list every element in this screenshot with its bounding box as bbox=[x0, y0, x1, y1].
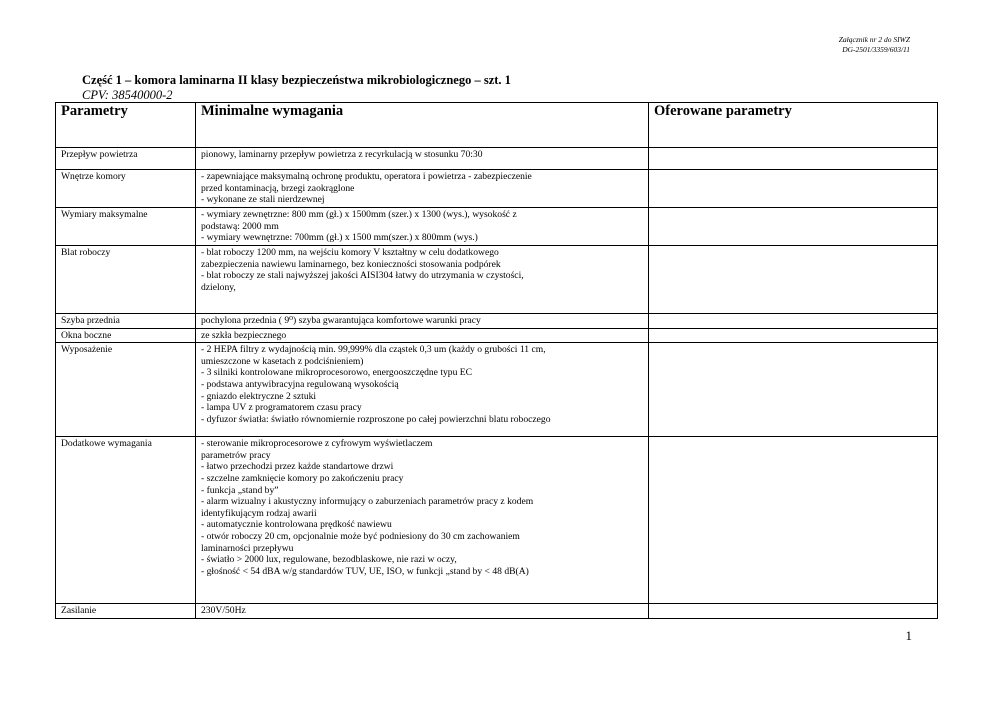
requirement-line: - funkcja „stand by” bbox=[201, 484, 279, 496]
requirement-line: - gniazdo elektryczne 2 sztuki bbox=[201, 390, 317, 402]
offered-parameter-cell[interactable] bbox=[649, 148, 938, 170]
parameter-name: Przepływ powietrza bbox=[56, 148, 196, 170]
requirement-line: - blat roboczy ze stali najwyższej jakości AISI304 łatwy do utrzymania w czystości, bbox=[201, 270, 524, 282]
requirement-line: - światło > 2000 lux, regulowane, bezodblaskowe, nie razi w oczy, bbox=[201, 554, 457, 566]
offered-parameter-cell[interactable] bbox=[649, 170, 938, 208]
requirement-line: - wymiary wewnętrzne: 700mm (gł.) x 1500 mm(szer.) x 800mm (wys.) bbox=[201, 232, 478, 244]
requirement-cell bbox=[196, 314, 649, 329]
requirement-line: przed kontaminacją, brzegi zaokrąglone bbox=[201, 182, 355, 194]
requirement-line: - 2 HEPA filtry z wydajnością min. 99,999% dla cząstek 0,3 um (każdy o grubości 11 cm, bbox=[201, 344, 546, 356]
offered-parameter-cell[interactable] bbox=[649, 246, 938, 314]
specification-table bbox=[55, 102, 938, 619]
offered-parameter-cell[interactable] bbox=[649, 604, 938, 619]
document-title: Część 1 – komora laminarna II klasy bezpieczeństwa mikrobiologicznego – szt. 1 bbox=[82, 73, 511, 87]
table-row bbox=[56, 328, 938, 343]
requirement-line: - lampa UV z programatorem czasu pracy bbox=[201, 402, 362, 414]
column-header-parameters: Parametry bbox=[56, 103, 196, 148]
requirement-line: identyfikującym rodzaj awarii bbox=[201, 507, 317, 519]
requirement-cell bbox=[196, 343, 649, 437]
requirement-line: - alarm wizualny i akustyczny informujący o zaburzeniach parametrów pracy z kodem bbox=[201, 496, 534, 508]
requirement-line: - automatycznie kontrolowana prędkość nawiewu bbox=[201, 519, 392, 531]
page-number: 1 bbox=[905, 628, 912, 643]
requirement-cell bbox=[196, 246, 649, 314]
requirement-line: - podstawa antywibracyjna regulowaną wysokością bbox=[201, 378, 399, 390]
requirement-line: - wykonane ze stali nierdzewnej bbox=[201, 194, 325, 206]
cpv-code: CPV: 38540000-2 bbox=[82, 88, 173, 102]
offered-parameter-cell[interactable] bbox=[649, 314, 938, 329]
column-header-requirements: Minimalne wymagania bbox=[196, 103, 649, 148]
requirement-line: pochylona przednia ( 9⁰) szyba gwarantująca komfortowe warunki pracy bbox=[201, 315, 481, 326]
table-row bbox=[56, 437, 938, 604]
requirement-cell bbox=[196, 208, 649, 246]
requirement-cell bbox=[196, 604, 649, 619]
requirement-line: umieszczone w kasetach z podciśnieniem) bbox=[201, 355, 364, 367]
parameter-name: Wyposażenie bbox=[56, 343, 196, 437]
requirement-line: dzielony, bbox=[201, 281, 236, 293]
requirement-cell bbox=[196, 328, 649, 343]
requirement-line: - dyfuzor światła: światło równomiernie rozproszone po całej powierzchni blatu roboczego bbox=[201, 413, 551, 425]
requirement-line: pionowy, laminarny przepływ powietrza z recyrkulacją w stosunku 70:30 bbox=[201, 149, 483, 160]
requirement-line: - 3 silniki kontrolowane mikroprocesorowo, energooszczędne typu EC bbox=[201, 367, 473, 379]
column-header-offered: Oferowane parametry bbox=[649, 103, 938, 148]
table-row bbox=[56, 148, 938, 170]
table-row bbox=[56, 343, 938, 437]
requirement-line: zabezpieczenia nawiewu laminarnego, bez konieczności stosowania podpórek bbox=[201, 258, 501, 270]
parameter-name: Zasilanie bbox=[56, 604, 196, 619]
table-row bbox=[56, 604, 938, 619]
requirement-line: - głośność < 54 dBA w/g standardów TUV, UE, ISO, w funkcji „stand by < 48 dB(A) bbox=[201, 565, 529, 577]
requirement-line: - wymiary zewnętrzne: 800 mm (gł.) x 1500mm (szer.) x 1300 (wys.), wysokość z bbox=[201, 209, 517, 220]
offered-parameter-cell[interactable] bbox=[649, 343, 938, 437]
parameter-name: Wnętrze komory bbox=[56, 170, 196, 208]
table-row bbox=[56, 246, 938, 314]
annex-line-2: DG-2501/3359/603/11 bbox=[842, 45, 910, 54]
offered-parameter-cell[interactable] bbox=[649, 208, 938, 246]
offered-parameter-cell[interactable] bbox=[649, 328, 938, 343]
offered-parameter-cell[interactable] bbox=[649, 437, 938, 604]
requirement-cell bbox=[196, 148, 649, 170]
parameter-name: Wymiary maksymalne bbox=[56, 208, 196, 246]
table-header-row bbox=[56, 103, 938, 148]
requirement-line: - blat roboczy 1200 mm, na wejściu komory V kształtny w celu dodatkowego bbox=[201, 247, 499, 258]
table-row bbox=[56, 170, 938, 208]
table-row bbox=[56, 314, 938, 329]
parameter-name: Okna boczne bbox=[56, 328, 196, 343]
table-body bbox=[56, 148, 938, 619]
requirement-line: - otwór roboczy 20 cm, opcjonalnie może być podniesiony do 30 cm zachowaniem bbox=[201, 530, 520, 542]
annex-reference bbox=[839, 35, 910, 55]
requirement-line: - zapewniające maksymalną ochronę produktu, operatora i powietrza - zabezpieczenie bbox=[201, 171, 532, 182]
annex-line-1: Załącznik nr 2 do SIWZ bbox=[838, 35, 910, 44]
requirement-line: ze szkła bezpiecznego bbox=[201, 329, 287, 341]
requirement-line: laminarności przepływu bbox=[201, 542, 294, 554]
requirement-line: parametrów pracy bbox=[201, 449, 271, 461]
requirement-line: - łatwo przechodzi przez każde standartowe drzwi bbox=[201, 461, 394, 473]
requirement-line: 230V/50Hz bbox=[201, 605, 246, 617]
table-row bbox=[56, 208, 938, 246]
parameter-name: Blat roboczy bbox=[56, 246, 196, 314]
requirement-line: - sterowanie mikroprocesorowe z cyfrowym wyświetlaczem bbox=[201, 438, 433, 450]
requirement-cell bbox=[196, 170, 649, 208]
parameter-name: Szyba przednia bbox=[56, 314, 196, 329]
requirement-cell bbox=[196, 437, 649, 604]
parameter-name: Dodatkowe wymagania bbox=[56, 437, 196, 604]
requirement-line: - szczelne zamknięcie komory po zakończeniu pracy bbox=[201, 472, 404, 484]
requirement-line: podstawą: 2000 mm bbox=[201, 220, 279, 232]
